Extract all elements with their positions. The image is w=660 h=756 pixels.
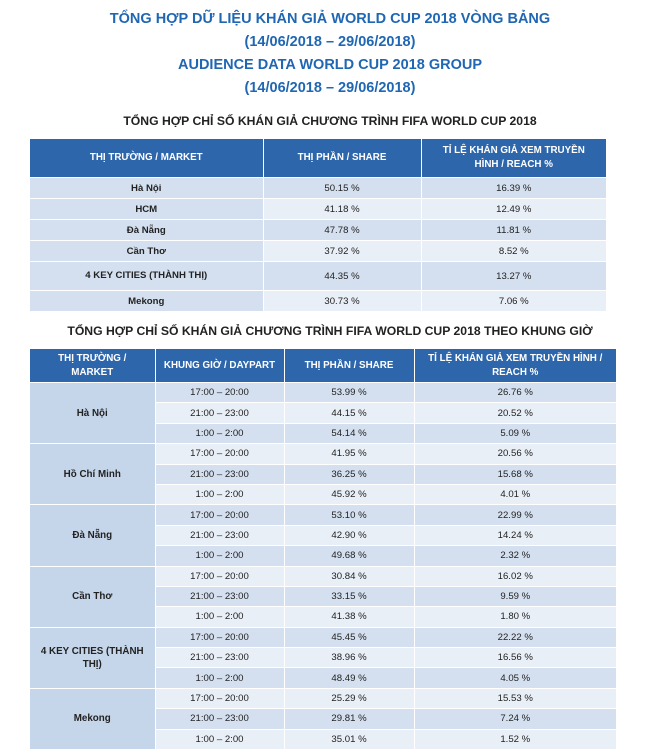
table-row	[30, 199, 606, 220]
daypart-cell: 1:00 – 2:00	[155, 729, 284, 749]
share-cell: 36.25 %	[284, 464, 414, 484]
column-header-share: THỊ PHẦN / SHARE	[263, 139, 421, 178]
reach-cell: 2.32 %	[414, 546, 616, 566]
column-header-share: THỊ PHẦN / SHARE	[284, 349, 414, 383]
share-cell: 41.18 %	[263, 199, 421, 220]
table-row	[30, 241, 606, 262]
daypart-cell: 21:00 – 23:00	[155, 709, 284, 729]
market-cell: Mekong	[30, 291, 263, 312]
daypart-cell: 1:00 – 2:00	[155, 423, 284, 443]
market-cell: HCM	[30, 199, 263, 220]
header-date-en: (14/06/2018 – 29/06/2018)	[244, 80, 416, 96]
audience-summary-table	[30, 139, 606, 311]
reach-cell: 14.24 %	[414, 525, 616, 545]
share-cell: 29.81 %	[284, 709, 414, 729]
reach-cell: 9.59 %	[414, 586, 616, 606]
daypart-cell: 1:00 – 2:00	[155, 668, 284, 688]
reach-cell: 22.22 %	[414, 627, 616, 647]
audience-daypart-table	[30, 349, 616, 749]
table-row	[30, 178, 606, 199]
share-cell: 49.68 %	[284, 546, 414, 566]
reach-cell: 1.52 %	[414, 729, 616, 749]
table-row	[30, 505, 616, 525]
market-cell: Hà Nội	[30, 383, 155, 444]
table-header-row	[30, 139, 606, 178]
share-cell: 44.15 %	[284, 403, 414, 423]
column-header-market: THỊ TRƯỜNG / MARKET	[30, 349, 155, 383]
reach-cell: 20.52 %	[414, 403, 616, 423]
table-row	[30, 444, 616, 464]
share-cell: 50.15 %	[263, 178, 421, 199]
daypart-cell: 1:00 – 2:00	[155, 484, 284, 504]
reach-cell: 12.49 %	[421, 199, 606, 220]
header-date-vn: (14/06/2018 – 29/06/2018)	[244, 34, 416, 50]
table-row	[30, 220, 606, 241]
table-row	[30, 627, 616, 647]
share-cell: 41.38 %	[284, 607, 414, 627]
share-cell: 53.10 %	[284, 505, 414, 525]
share-cell: 37.92 %	[263, 241, 421, 262]
share-cell: 25.29 %	[284, 688, 414, 708]
daypart-cell: 21:00 – 23:00	[155, 586, 284, 606]
daypart-cell: 17:00 – 20:00	[155, 383, 284, 403]
reach-cell: 4.01 %	[414, 484, 616, 504]
share-cell: 44.35 %	[263, 262, 421, 291]
reach-cell: 11.81 %	[421, 220, 606, 241]
market-cell: Mekong	[30, 688, 155, 749]
market-cell: Đà Nẵng	[30, 220, 263, 241]
daypart-cell: 17:00 – 20:00	[155, 627, 284, 647]
reach-cell: 15.53 %	[414, 688, 616, 708]
reach-cell: 16.02 %	[414, 566, 616, 586]
daypart-cell: 1:00 – 2:00	[155, 607, 284, 627]
reach-cell: 20.56 %	[414, 444, 616, 464]
reach-cell: 22.99 %	[414, 505, 616, 525]
table-row	[30, 566, 616, 586]
reach-cell: 8.52 %	[421, 241, 606, 262]
table-row	[30, 291, 606, 312]
table2-title: TỔNG HỢP CHỈ SỐ KHÁN GIẢ CHƯƠNG TRÌNH FIFA WORLD CUP 2018 THEO KHUNG GIỜ	[67, 324, 593, 338]
reach-cell: 15.68 %	[414, 464, 616, 484]
daypart-cell: 17:00 – 20:00	[155, 566, 284, 586]
reach-cell: 7.24 %	[414, 709, 616, 729]
report-header	[0, 0, 660, 100]
table1-title: TỔNG HỢP CHỈ SỐ KHÁN GIẢ CHƯƠNG TRÌNH FIFA WORLD CUP 2018	[123, 114, 537, 128]
share-cell: 38.96 %	[284, 648, 414, 668]
share-cell: 30.73 %	[263, 291, 421, 312]
table-row	[30, 383, 616, 403]
column-header-market: THỊ TRƯỜNG / MARKET	[30, 139, 263, 178]
daypart-cell: 21:00 – 23:00	[155, 648, 284, 668]
daypart-cell: 17:00 – 20:00	[155, 444, 284, 464]
share-cell: 45.92 %	[284, 484, 414, 504]
header-title-vn: TỔNG HỢP DỮ LIỆU KHÁN GIẢ WORLD CUP 2018 VÒNG BẢNG	[109, 11, 551, 27]
market-cell: Hồ Chí Minh	[30, 444, 155, 505]
share-cell: 47.78 %	[263, 220, 421, 241]
reach-cell: 5.09 %	[414, 423, 616, 443]
share-cell: 30.84 %	[284, 566, 414, 586]
reach-cell: 1.80 %	[414, 607, 616, 627]
daypart-cell: 21:00 – 23:00	[155, 464, 284, 484]
header-title-en: AUDIENCE DATA WORLD CUP 2018 GROUP	[178, 57, 482, 73]
market-cell: Đà Nẵng	[30, 505, 155, 566]
column-header-reach: TỈ LỆ KHÁN GIẢ XEM TRUYỀN HÌNH / REACH %	[414, 349, 616, 383]
reach-cell: 16.56 %	[414, 648, 616, 668]
column-header-reach: TỈ LỆ KHÁN GIẢ XEM TRUYỀN HÌNH / REACH %	[421, 139, 606, 178]
daypart-cell: 21:00 – 23:00	[155, 525, 284, 545]
market-cell: Hà Nội	[30, 178, 263, 199]
share-cell: 45.45 %	[284, 627, 414, 647]
market-cell: Cần Thơ	[30, 241, 263, 262]
share-cell: 48.49 %	[284, 668, 414, 688]
share-cell: 53.99 %	[284, 383, 414, 403]
market-cell: 4 KEY CITIES (THÀNH THỊ)	[30, 627, 155, 688]
share-cell: 54.14 %	[284, 423, 414, 443]
table-row	[30, 688, 616, 708]
reach-cell: 7.06 %	[421, 291, 606, 312]
column-header-daypart: KHUNG GIỜ / DAYPART	[155, 349, 284, 383]
reach-cell: 16.39 %	[421, 178, 606, 199]
table-header-row	[30, 349, 616, 383]
daypart-cell: 17:00 – 20:00	[155, 505, 284, 525]
reach-cell: 4.05 %	[414, 668, 616, 688]
daypart-cell: 17:00 – 20:00	[155, 688, 284, 708]
market-cell: Cần Thơ	[30, 566, 155, 627]
market-cell: 4 KEY CITIES (THÀNH THỊ)	[30, 262, 263, 291]
daypart-cell: 21:00 – 23:00	[155, 403, 284, 423]
table-row	[30, 262, 606, 291]
share-cell: 33.15 %	[284, 586, 414, 606]
reach-cell: 26.76 %	[414, 383, 616, 403]
share-cell: 35.01 %	[284, 729, 414, 749]
reach-cell: 13.27 %	[421, 262, 606, 291]
share-cell: 41.95 %	[284, 444, 414, 464]
share-cell: 42.90 %	[284, 525, 414, 545]
daypart-cell: 1:00 – 2:00	[155, 546, 284, 566]
